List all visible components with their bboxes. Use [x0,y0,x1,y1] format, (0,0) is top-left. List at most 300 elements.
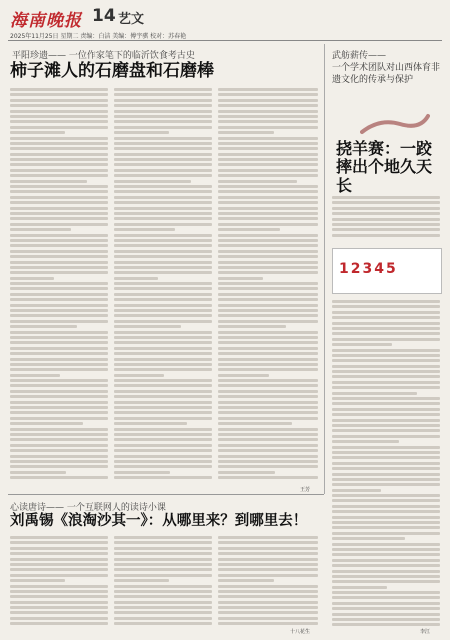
text-line [114,465,212,468]
text-line [332,532,440,535]
text-line [332,440,399,443]
text-line [114,110,212,113]
text-line [332,359,440,362]
text-line [114,314,212,317]
text-line [114,363,212,366]
text-line [218,212,318,215]
text-line [10,347,108,350]
text-line [114,163,212,166]
text-line [218,325,286,328]
text-line [114,207,212,210]
text-line [332,580,440,583]
text-line [10,390,108,393]
wumen-kicker: 武舫薪传—— [332,51,387,61]
liuyuxi-column-1 [10,536,108,632]
text-line [332,613,440,616]
text-line [10,304,108,307]
text-line [114,384,212,387]
persimmon-column-2 [114,88,212,484]
text-line [218,384,318,387]
text-line [10,174,108,177]
text-line [114,153,212,156]
text-line [218,444,318,447]
text-line [114,304,212,307]
text-line [218,395,318,398]
text-line [10,115,108,118]
text-line [218,352,318,355]
text-line [218,266,318,269]
text-line [218,228,280,231]
text-line [332,505,440,508]
text-line [114,563,212,566]
text-line [114,174,212,177]
text-line [114,347,212,350]
text-line [114,255,212,258]
text-line [218,244,318,247]
text-line [218,223,318,226]
text-line [218,558,318,561]
text-line [218,104,318,107]
text-line [10,320,108,323]
text-line [218,207,318,210]
text-line [332,543,440,546]
text-line [114,433,212,436]
text-line [332,196,440,199]
text-line [114,271,212,274]
wumen-column-bottom [332,300,440,630]
text-line [10,131,65,134]
text-line [332,548,440,551]
text-line [218,563,318,566]
text-line [332,349,440,352]
text-line [332,381,440,384]
text-line [10,476,108,479]
text-line [114,293,212,296]
text-line [114,88,212,91]
wumen-column-top [332,196,440,244]
text-line [218,428,318,431]
text-line [10,212,108,215]
text-line [10,88,108,91]
text-line [10,137,108,140]
text-line [10,185,108,188]
text-line [10,455,108,458]
text-line [114,104,212,107]
masthead-logo: 海南晚报 [10,11,82,31]
text-line [332,623,440,626]
text-line [218,622,318,625]
text-line [10,99,108,102]
text-line [218,438,318,441]
text-line [114,601,212,604]
text-line [10,120,108,123]
section-title: 艺文 [118,12,145,27]
text-line [332,483,440,486]
text-line [114,579,169,582]
text-line [218,174,318,177]
text-line [332,591,440,594]
text-line [332,494,440,497]
text-line [218,293,318,296]
text-line [218,309,318,312]
text-line [332,207,440,210]
text-line [114,223,212,226]
text-line [114,476,212,479]
text-line [332,526,440,529]
text-line [10,142,108,145]
liuyuxi-headline: 刘禹锡《浪淘沙其一》：从哪里来？到哪里去！ [10,512,308,529]
text-line [10,422,83,425]
text-line [114,455,212,458]
text-line [10,579,65,582]
text-line [332,516,440,519]
text-line [10,331,108,334]
text-line [10,104,108,107]
persimmon-column-1 [10,88,108,484]
text-line [332,473,440,476]
text-line [114,617,212,620]
text-line [114,239,212,242]
text-line [114,552,212,555]
text-line [114,536,212,539]
text-line [10,395,108,398]
text-line [332,607,440,610]
text-line [114,460,212,463]
text-line [332,370,440,373]
text-line [218,460,318,463]
text-line [218,433,318,436]
text-line [10,126,108,129]
text-line [10,158,108,161]
text-line [218,579,274,582]
text-line [10,438,108,441]
text-line [218,590,318,593]
text-line [218,411,318,414]
text-line [10,287,108,290]
text-line [332,521,440,524]
text-line [218,282,318,285]
text-line [114,541,212,544]
text-line [10,293,108,296]
dateline: 2025年11月25日 星期二 责编：白洁 美编：傅宇骐 校对：苏春艳 [10,33,187,40]
text-line [218,401,318,404]
text-line [332,446,440,449]
text-line [218,126,318,129]
text-line [114,417,212,420]
text-line [218,547,318,550]
text-line [10,433,108,436]
text-line [114,137,212,140]
text-line [218,374,269,377]
text-line [218,541,318,544]
text-line [332,234,440,237]
text-line [218,304,318,307]
text-line [332,201,440,204]
text-line [218,158,318,161]
text-line [218,185,318,188]
text-line [332,228,440,231]
brush-stroke-decoration [360,110,430,140]
text-line [114,547,212,550]
text-line [114,574,212,577]
header-rule [8,40,442,41]
text-line [114,352,212,355]
text-line [114,438,212,441]
text-line [218,147,318,150]
text-line [10,374,60,377]
text-line [218,196,318,199]
text-line [332,212,440,215]
text-line [218,449,318,452]
text-line [332,575,440,578]
text-line [10,298,108,301]
text-line [332,467,440,470]
text-line [10,595,108,598]
text-line [114,282,212,285]
text-line [114,401,212,404]
text-line [10,471,66,474]
text-line [218,314,318,317]
text-line [114,309,212,312]
text-line [10,325,77,328]
column-divider [324,44,325,494]
text-line [332,451,440,454]
text-line [114,331,212,334]
text-line [114,142,212,145]
text-line [10,217,108,220]
text-line [218,169,318,172]
page-number: 14 [92,6,116,26]
text-line [10,163,108,166]
text-line [10,617,108,620]
text-line [218,471,275,474]
text-line [332,478,440,481]
text-line [218,347,318,350]
text-line [10,180,87,183]
text-line [332,429,440,432]
text-line [114,217,212,220]
text-line [114,422,187,425]
liuyuxi-column-2 [114,536,212,632]
text-line [332,354,440,357]
text-line [332,375,440,378]
hotline-ad [332,248,442,294]
text-line [10,314,108,317]
text-line [10,147,108,150]
text-line [10,110,108,113]
wumen-headline: 挠羊赛：一跤摔出个地久天长 [336,139,433,195]
text-line [218,422,292,425]
text-line [218,93,318,96]
text-line [114,558,212,561]
text-line [218,606,318,609]
text-line [10,411,108,414]
text-line [218,110,318,113]
text-line [218,536,318,539]
text-line [218,552,318,555]
text-line [10,352,108,355]
text-line [10,428,108,431]
text-line [114,244,212,247]
text-line [10,444,108,447]
text-line [10,363,108,366]
text-line [218,331,318,334]
persimmon-kicker: 平阳珍遗—— 一位作家笔下的临沂饮食考古史 [12,51,195,61]
text-line [114,120,212,123]
text-line [10,547,108,550]
text-line [10,250,108,253]
text-line [218,341,318,344]
text-line [10,585,108,588]
text-line [218,261,318,264]
text-line [332,570,440,573]
text-line [218,271,318,274]
text-line [114,368,212,371]
text-line [218,455,318,458]
text-line [332,408,440,411]
text-line [332,332,440,335]
text-line [114,320,212,323]
text-line [114,611,212,614]
text-line [332,305,440,308]
text-line [10,277,54,280]
text-line [218,120,318,123]
text-line [332,424,440,427]
text-line [332,218,440,221]
text-line [332,499,440,502]
text-line [114,228,175,231]
text-line [332,419,440,422]
text-line [218,363,318,366]
text-line [114,115,212,118]
text-line [10,228,71,231]
text-line [218,287,318,290]
text-line [10,239,108,242]
persimmon-byline: 王芳 [300,487,311,493]
text-line [10,368,108,371]
text-line [332,559,440,562]
text-line [218,250,318,253]
text-line [218,115,318,118]
text-line [218,99,318,102]
text-line [10,341,108,344]
text-line [114,390,212,393]
text-line [10,611,108,614]
text-line [332,365,440,368]
text-line [114,449,212,452]
text-line [114,585,212,588]
text-line [332,413,440,416]
text-line [332,402,440,405]
text-line [114,196,212,199]
text-line [218,601,318,604]
text-line [114,261,212,264]
text-line [10,574,108,577]
text-line [218,180,297,183]
text-line [332,435,440,438]
text-line [332,322,440,325]
text-line [218,617,318,620]
text-line [332,456,440,459]
text-line [10,622,108,625]
text-line [332,564,440,567]
text-line [114,298,212,301]
text-line [332,386,440,389]
text-line [114,471,170,474]
text-line [114,158,212,161]
text-line [218,142,318,145]
text-line [218,277,263,280]
text-line [10,266,108,269]
text-line [114,568,212,571]
text-line [114,185,212,188]
text-line [218,476,318,479]
text-line [332,327,440,330]
text-line [10,401,108,404]
text-line [114,358,212,361]
wumen-subhead: 一个学术团队对山西体育非遗文化的传承与保护 [332,63,441,86]
text-line [332,537,405,540]
text-line [218,163,318,166]
text-line [10,169,108,172]
hotline-number: 12345 [339,261,398,277]
text-line [10,590,108,593]
text-line [10,93,108,96]
text-line [218,131,274,134]
text-line [218,336,318,339]
text-line [114,325,181,328]
text-line [218,379,318,382]
text-line [218,574,318,577]
text-line [114,201,212,204]
text-line [332,586,387,589]
text-line [10,384,108,387]
text-line [332,397,440,400]
liuyuxi-byline: 十八花生 [290,629,311,635]
text-line [114,379,212,382]
text-line [218,611,318,614]
text-line [10,282,108,285]
text-line [114,428,212,431]
text-line [332,462,440,465]
text-line [218,217,318,220]
text-line [10,201,108,204]
text-line [114,444,212,447]
text-line [10,190,108,193]
text-line [10,207,108,210]
text-line [218,568,318,571]
text-line [218,298,318,301]
text-line [332,300,440,303]
text-line [10,568,108,571]
text-line [218,137,318,140]
text-line [218,190,318,193]
text-line [114,147,212,150]
text-line [114,622,212,625]
text-line [218,465,318,468]
text-line [114,180,191,183]
text-line [218,406,318,409]
text-line [10,558,108,561]
text-line [114,336,212,339]
liuyuxi-kicker: 心读唐诗—— 一个互联网人的读诗小课 [10,503,166,513]
text-line [10,552,108,555]
text-line [114,595,212,598]
wumen-byline: 李江 [420,629,431,635]
text-line [10,255,108,258]
liuyuxi-column-3 [218,536,318,628]
text-line [114,411,212,414]
